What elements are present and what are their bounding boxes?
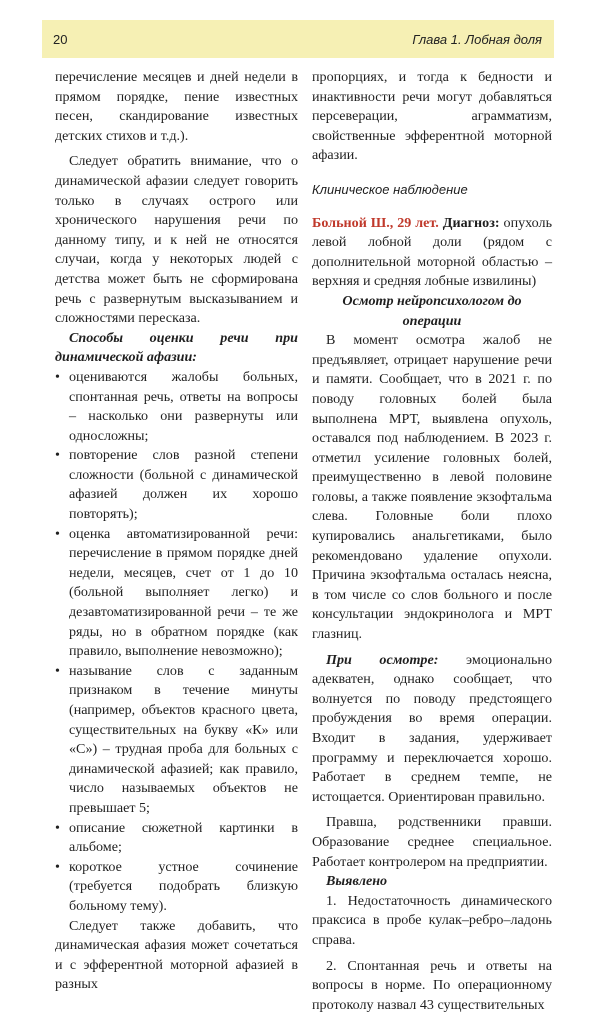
at-exam-paragraph (312, 651, 552, 808)
chapter-title: Глава 1. Лобная доля (412, 32, 542, 47)
left-paragraph-3: Следует также добавить, что динамическая афазия может сочетаться и с эфферентной моторной афазией в разных (55, 917, 298, 993)
list-item: • описание сюжетной картинки в альбоме; (55, 819, 298, 858)
list-item: • оцениваются жалобы больных, спонтанная речь, ответы на вопросы – насколько они развернуты или односложны; (55, 368, 298, 446)
methods-heading: Способы оценки речи при динамической афазии: (55, 329, 298, 366)
section-title: Клиническое наблюдение (312, 181, 468, 197)
found-item-1: 1. Недостаточность динамического праксиса в пробе кулак–ребро–ладонь справа. (312, 892, 552, 948)
list-item: • повторение слов разной степени сложности (больной с динамической афазией должен их хорошо повторять); (55, 446, 298, 524)
found-heading: Выявлено (326, 873, 388, 890)
at-exam-text: эмоционально адекватен, однако сообщает, что волнуется по поводу предстоящего пробуждения во время операции. Входит в задания, удерживает программу и переключается хорошо. Работает в среднем темпе, не истощается. Ориентирован правильно. (312, 651, 552, 805)
patient-label: Больной Ш., 29 лет. (312, 214, 439, 231)
left-column (55, 68, 298, 995)
right-paragraph-1: пропорциях, и тогда к бедности и инактивности речи могут добавляться персеверации, аграмматизм, свойственные эфферентной моторной афазии. (312, 69, 552, 164)
list-item: • короткое устное сочинение (требуется подобрать близкую больному тему). (55, 858, 298, 917)
found-item-2: 2. Спонтанная речь и ответы на вопросы в норме. По операционному протоколу назвал 43 существительных (312, 957, 552, 1013)
list-item: • оценка автоматизированной речи: перечисление в прямом порядке дней недели, месяцев, счет от 1 до 10 (больной выполняет легко) и дезавтоматизированной речи – те же ряды, но в обратном порядке (как правило, выполнение невозможно); (55, 525, 298, 662)
patient-intro (312, 214, 552, 292)
page-header (42, 20, 554, 58)
right-column (312, 68, 552, 1015)
diagnosis-text: опухоль левой лобной доли (рядом с дополнительной моторной областью – верхняя и средняя лобные извилины) (312, 214, 552, 290)
exam-heading: Осмотр нейропсихологом до операции (342, 292, 522, 329)
left-paragraph-1: перечисление месяцев и дней недели в прямом порядке, пение известных песен, скандирование известных детских стихов и т.д.). (55, 69, 298, 144)
left-paragraph-2: Следует обратить внимание, что о динамической афазии следует говорить только в случаях острого или хронического нарушения речи по данному типу, и к ней не относятся случаи, когда у некоторых людей с детства может быть не сформирована речь с развернутым высказыванием и сложностями пересказа. (55, 153, 298, 327)
diagnosis-label: Диагноз: (442, 214, 500, 231)
methods-list (55, 368, 298, 917)
list-item: • называние слов с заданным признаком в течение минуты (например, объектов красного цвета, существительных на букву «К» или «С») – трудная проба для больных с динамической афазией; как правило, число называемых объектов не превышает 5; (55, 662, 298, 819)
right-handed-paragraph: Правша, родственники правши. Образование среднее специальное. Работает контролером на предприятии. (312, 814, 552, 870)
page-number: 20 (53, 32, 68, 47)
at-exam-label: При осмотре: (326, 651, 439, 668)
exam-text: В момент осмотра жалоб не предъявляет, отрицает нарушение речи и памяти. Сообщает, что в 2021 г. по поводу головных болей была выполнена МРТ, выявлена опухоль, оставался под наблюдением. В 2023 г. отметил усиление головных болей, преимущественно в левой половине головы, а также появление экзофтальма слева. Головные боли плохо купировались анальгетиками, было рекомендовано удаление опухоли. Причина экзофтальма осталась неясна, в том числе со слов больного и после консультации эндокринолога и МРТ глазниц. (312, 332, 552, 643)
